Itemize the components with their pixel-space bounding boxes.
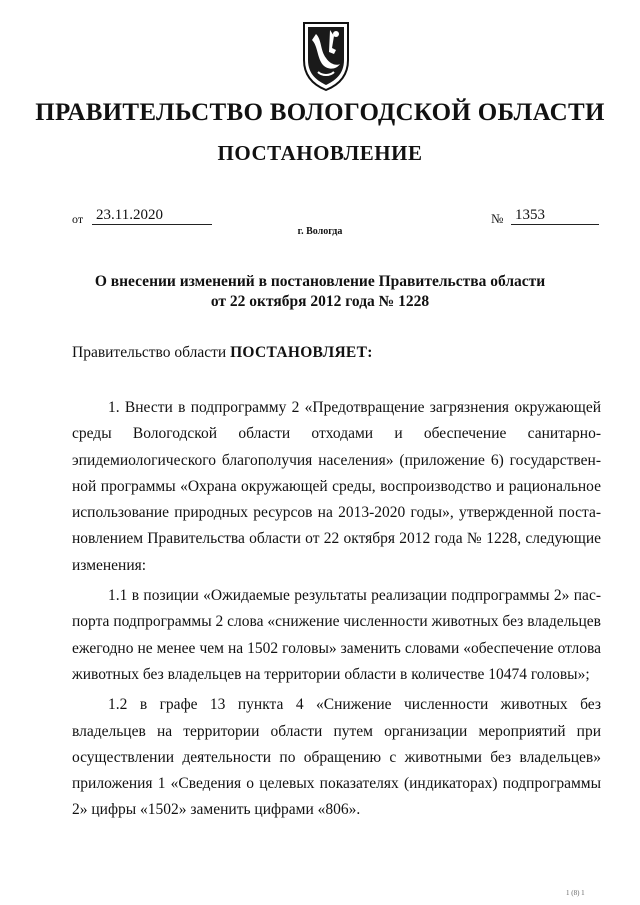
scan-mark: 1 (8) 1 [566, 889, 585, 897]
document-number: 1353 [511, 206, 599, 225]
document-date: 23.11.2020 [92, 206, 212, 225]
subject-line: О внесении изменений в постановление Правительства области [94, 273, 546, 290]
body-paragraph: 1. Внести в подпрограмму 2 «Предотвращение загрязнения окружающей среды Вологодской области отходами и обеспечение санитарно-эпидемиологического благополучия населения» (приложение 6) государственной программы «Охрана окружающей среды, воспроизводство и рациональное использование природных ресурсов на 2013-2020 годы», утвержденной постановлением Правительства области от 22 октября 2012 года № 1228, следующие изменения: [72, 399, 601, 574]
date-number-row [0, 206, 640, 228]
preamble-prefix: Правительство области [72, 344, 231, 361]
document-subject [60, 272, 580, 312]
city: г. Вологда [297, 226, 343, 237]
number-label: № [491, 211, 504, 226]
date-label: от [72, 212, 84, 226]
coat-of-arms-icon [296, 20, 356, 92]
preamble-verb: ПОСТАНОВЛЯЕТ: [230, 344, 373, 361]
body-paragraph: 1.2 в графе 13 пункта 4 «Снижение численности животных без владельцев на территории области путем организации мероприятий при осуществлении деятельности по обращению с животными без владельцев» приложения 1 «Сведения о целевых показателях (индикаторах) подпрограммы 2» цифры «1502» заменить цифрами «806». [72, 696, 601, 819]
preamble [72, 344, 373, 362]
subject-line: от 22 октября 2012 года № 1228 [210, 293, 430, 310]
body-paragraph: 1.1 в позиции «Ожидаемые результаты реализации подпрограммы 2» паспорта подпрограммы 2 слова «снижение численности животных без владельцев ежегодно не менее чем на 1502 головы» заменить словами «обеспечение отлова животных без владельцев на территории области в количестве 10474 головы»; [72, 587, 601, 683]
document-type: ПОСТАНОВЛЕНИЕ [217, 141, 423, 165]
organization-title: ПРАВИТЕЛЬСТВО ВОЛОГОДСКОЙ ОБЛАСТИ [35, 99, 605, 126]
document-body [72, 395, 601, 828]
